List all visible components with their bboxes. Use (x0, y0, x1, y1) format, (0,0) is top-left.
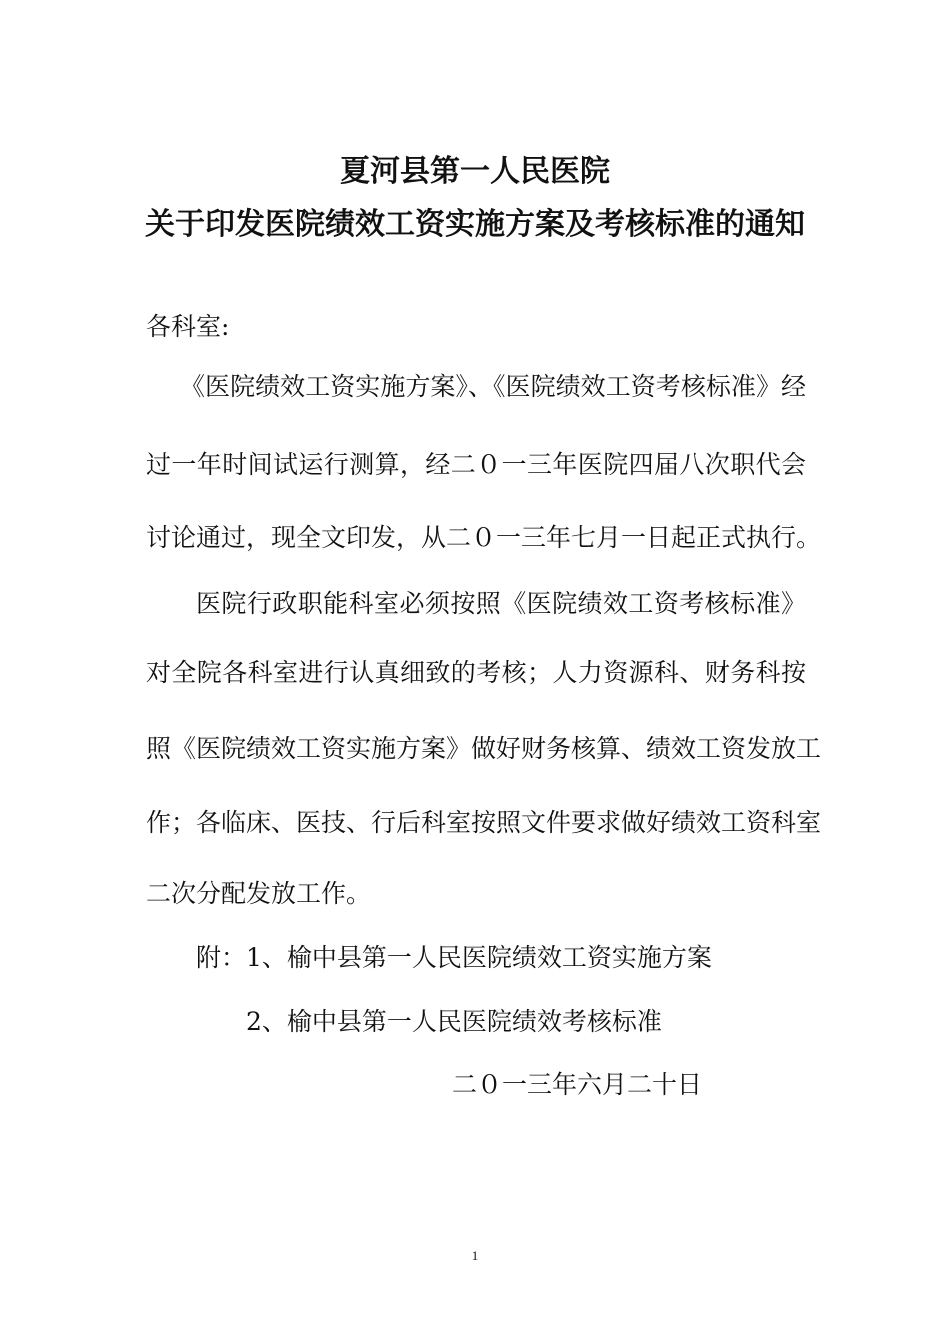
paragraph-2-line-1: 医院行政职能科室必须按照《医院绩效工资考核标准》 (196, 589, 806, 618)
page-number: 1 (471, 1248, 479, 1263)
paragraph-2-line-2: 对全院各科室进行认真细致的考核；人力资源科、财务科按 (146, 658, 806, 687)
attachment-item-1: 附：1、榆中县第一人民医院绩效工资实施方案 (196, 943, 712, 972)
paragraph-1-line-1: 《医院绩效工资实施方案》、《医院绩效工资考核标准》经 (180, 372, 806, 401)
paragraph-1-line-2: 过一年时间试运行测算，经二０一三年医院四届八次职代会 (146, 450, 806, 479)
document-title-line-1: 夏河县第一人民医院 (340, 154, 610, 189)
salutation: 各科室: (146, 312, 230, 341)
paragraph-2-line-5: 二次分配发放工作。 (146, 879, 372, 908)
attachment-item-2: 2、榆中县第一人民医院绩效考核标准 (246, 1007, 662, 1036)
document-date: 二０一三年六月二十日 (452, 1070, 703, 1099)
document-title-line-2: 关于印发医院绩效工资实施方案及考核标准的通知 (145, 207, 805, 242)
paragraph-2-line-4: 作；各临床、医技、行后科室按照文件要求做好绩效工资科室 (146, 808, 822, 837)
paragraph-2-line-3: 照《医院绩效工资实施方案》做好财务核算、绩效工资发放工 (146, 734, 822, 763)
paragraph-1-line-3: 讨论通过，现全文印发，从二０一三年七月一日起正式执行。 (146, 523, 822, 552)
